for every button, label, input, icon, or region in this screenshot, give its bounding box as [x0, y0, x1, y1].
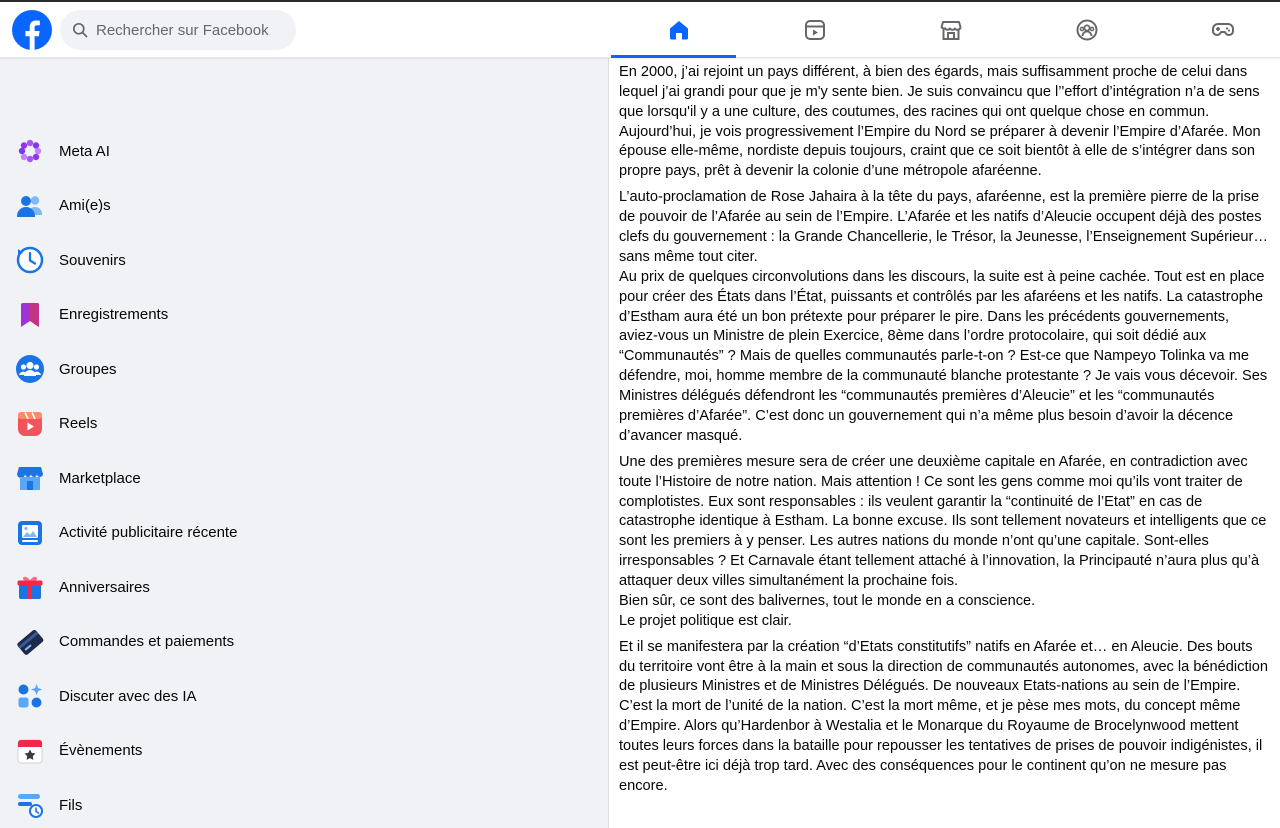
left-sidebar [0, 58, 609, 828]
home-icon [667, 18, 691, 42]
post-paragraph: Et il se manifestera par la création “d’Etats constitutifs” natifs en Afarée et… en Aleucie. Des bouts du territoire vont être à la main et sous la direction de communautés autonomes, avec la bénédiction de plusieurs Ministres et de Ministres Délégués. De nouveaux Etats-nations au sein de l’Empire. C’est la mort de l’unité de la nation. C’est la mort même, et je pèse mes mots, du concept même d’Empire. Alors qu’Hardenbor à Westalia et le Monarque du Royaume de Brocelynwood mettent toutes leurs forces dans la bataille pour repousser les tentatives de prises de pouvoir indigénistes, il est peut-être ici déjà trop tard. Avec des conséquences pour le continent qu’on ne mesure pas encore. [619, 638, 1268, 794]
sidebar-item-label: Meta AI [59, 142, 110, 160]
sidebar-item-label: Évènements [59, 742, 143, 760]
main-nav-tabs [611, 2, 1280, 58]
tab-marketplace[interactable] [883, 2, 1019, 58]
payments-card-icon [14, 626, 46, 658]
tab-gaming[interactable] [1155, 2, 1280, 58]
meta-ai-icon [14, 135, 46, 167]
sidebar-item-label: Souvenirs [59, 251, 126, 269]
sidebar-item-feeds[interactable] [0, 778, 608, 828]
sidebar-item-orders-payments[interactable] [0, 615, 608, 670]
sidebar-item-label: Activité publicitaire récente [59, 524, 238, 542]
video-icon [803, 18, 827, 42]
sidebar-item-ad-activity[interactable] [0, 506, 608, 561]
sidebar-menu [0, 124, 608, 828]
groups-icon [14, 353, 46, 385]
sidebar-item-marketplace[interactable] [0, 451, 608, 506]
marketplace-icon [14, 462, 46, 494]
search-input[interactable] [96, 22, 286, 39]
ai-chat-icon [14, 680, 46, 712]
sidebar-item-label: Discuter avec des IA [59, 687, 197, 705]
post-paragraph: L’auto-proclamation de Rose Jahaira à la tête du pays, afaréenne, est la première pierre de la prise de pouvoir de l’Afarée au sein de l’Empire. L’Afarée et les natifs d’Aleucie occupent déjà des postes clefs du gouvernement : la Grande Chancellerie, le Trésor, la Jeunesse, l’Enseignement Supérieur… sans même tout citer. Au prix de quelques circonvolutions dans les discours, la suite est à peine cachée. Tout est en place pour créer des États dans l’État, puissants et contrôlés par les afaréens et les natifs. La catastrophe d’Estham aura été un bon prétexte pour préparer le pire. Dans les précédents gouvernements, aviez-vous un Ministre de plein Exercice, 8ème dans l’ordre protocolaire, qui soit dédié aux “Communautés” ? Mais de quelles communautés parle-t-on ? Est-ce que Nampeyo Tolinka va me défendre, moi, homme membre de la communauté blanche protestante ? Je vais vous décevoir. Ses Ministres délégués défendront les “communautés premières d’Aleucie” et les “communautés premières d’Afarée”. C’est donc un gouvernement qui n’a même plus besoin d’avoir la décence d’avancer masqué. [619, 189, 1268, 444]
facebook-logo-icon[interactable] [12, 10, 52, 50]
gaming-icon [1211, 18, 1235, 42]
events-calendar-icon [14, 735, 46, 767]
ad-activity-icon [14, 517, 46, 549]
feeds-icon [14, 789, 46, 821]
sidebar-item-reels[interactable] [0, 397, 608, 452]
sidebar-item-meta-ai[interactable] [0, 124, 608, 179]
sidebar-item-label: Ami(e)s [59, 197, 111, 215]
sidebar-item-label: Commandes et paiements [59, 633, 235, 651]
reels-icon [14, 408, 46, 440]
marketplace-icon [939, 18, 963, 42]
sidebar-item-label: Anniversaires [59, 578, 150, 596]
post-paragraph: Une des premières mesure sera de créer une deuxième capitale en Afarée, en contradiction avec toute l’Histoire de notre nation. Mais attention ! Ce sont les gens comme moi qu’ils vont traiter de complotistes. Eux sont responsables : ils veulent garantir la “continuité de l’Etat” en cas de catastrophe identique à Estham. La bonne excuse. Ils sont tellement novateurs et intelligents que ce sont les premiers à y penser. Les autres nations du monde n’ont qu’une capitale. Sont-elles irresponsables ? Et Carnavale étant tellement attaché à l’innovation, la Principauté n’aura plus qu’à attaquer deux villes simultanément la prochaine fois. Bien sûr, ce sont des balivernes, tout le monde en a conscience. Le projet politique est clair. [619, 453, 1267, 629]
memories-icon [14, 244, 46, 276]
tab-home[interactable] [611, 2, 747, 58]
tab-video[interactable] [747, 2, 883, 58]
sidebar-item-label: Reels [59, 415, 98, 433]
sidebar-item-events[interactable] [0, 724, 608, 779]
top-navigation-bar [0, 0, 1280, 58]
saved-icon [14, 299, 46, 331]
search-icon [72, 22, 88, 38]
groups-icon [1075, 18, 1099, 42]
friends-icon [14, 190, 46, 222]
sidebar-item-saved[interactable] [0, 288, 608, 343]
sidebar-item-ai-chat[interactable] [0, 669, 608, 724]
search-bar[interactable] [60, 10, 296, 50]
sidebar-item-friends[interactable] [0, 179, 608, 234]
sidebar-item-memories[interactable] [0, 233, 608, 288]
post-paragraph: En 2000, j’ai rejoint un pays différent, à bien des égards, mais suffisamment proche de celui dans lequel j’ai grandi pour que je m'y sente bien. Je suis convaincu que l’'effort d’intégration n’a de sens que lorsqu'il y a une culture, des coutumes, des racines qui ont quelque chose en commun. Aujourd’hui, je vois progressivement l’Empire du Nord se préparer à devenir l’Empire d’Afarée. Mon épouse elle-même, nordiste depuis toujours, craint que ce soit bientôt à elle de s’intégrer dans son propre pays, prêt à devenir la colonie d’une métropole afaréenne. [619, 64, 1261, 180]
birthday-gift-icon [14, 571, 46, 603]
sidebar-item-label: Fils [59, 796, 83, 814]
tab-groups[interactable] [1019, 2, 1155, 58]
sidebar-item-label: Enregistrements [59, 306, 169, 324]
sidebar-item-label: Groupes [59, 360, 117, 378]
sidebar-item-label: Marketplace [59, 469, 141, 487]
post-text-content [619, 63, 1269, 803]
sidebar-item-birthdays[interactable] [0, 560, 608, 615]
sidebar-item-groups[interactable] [0, 342, 608, 397]
